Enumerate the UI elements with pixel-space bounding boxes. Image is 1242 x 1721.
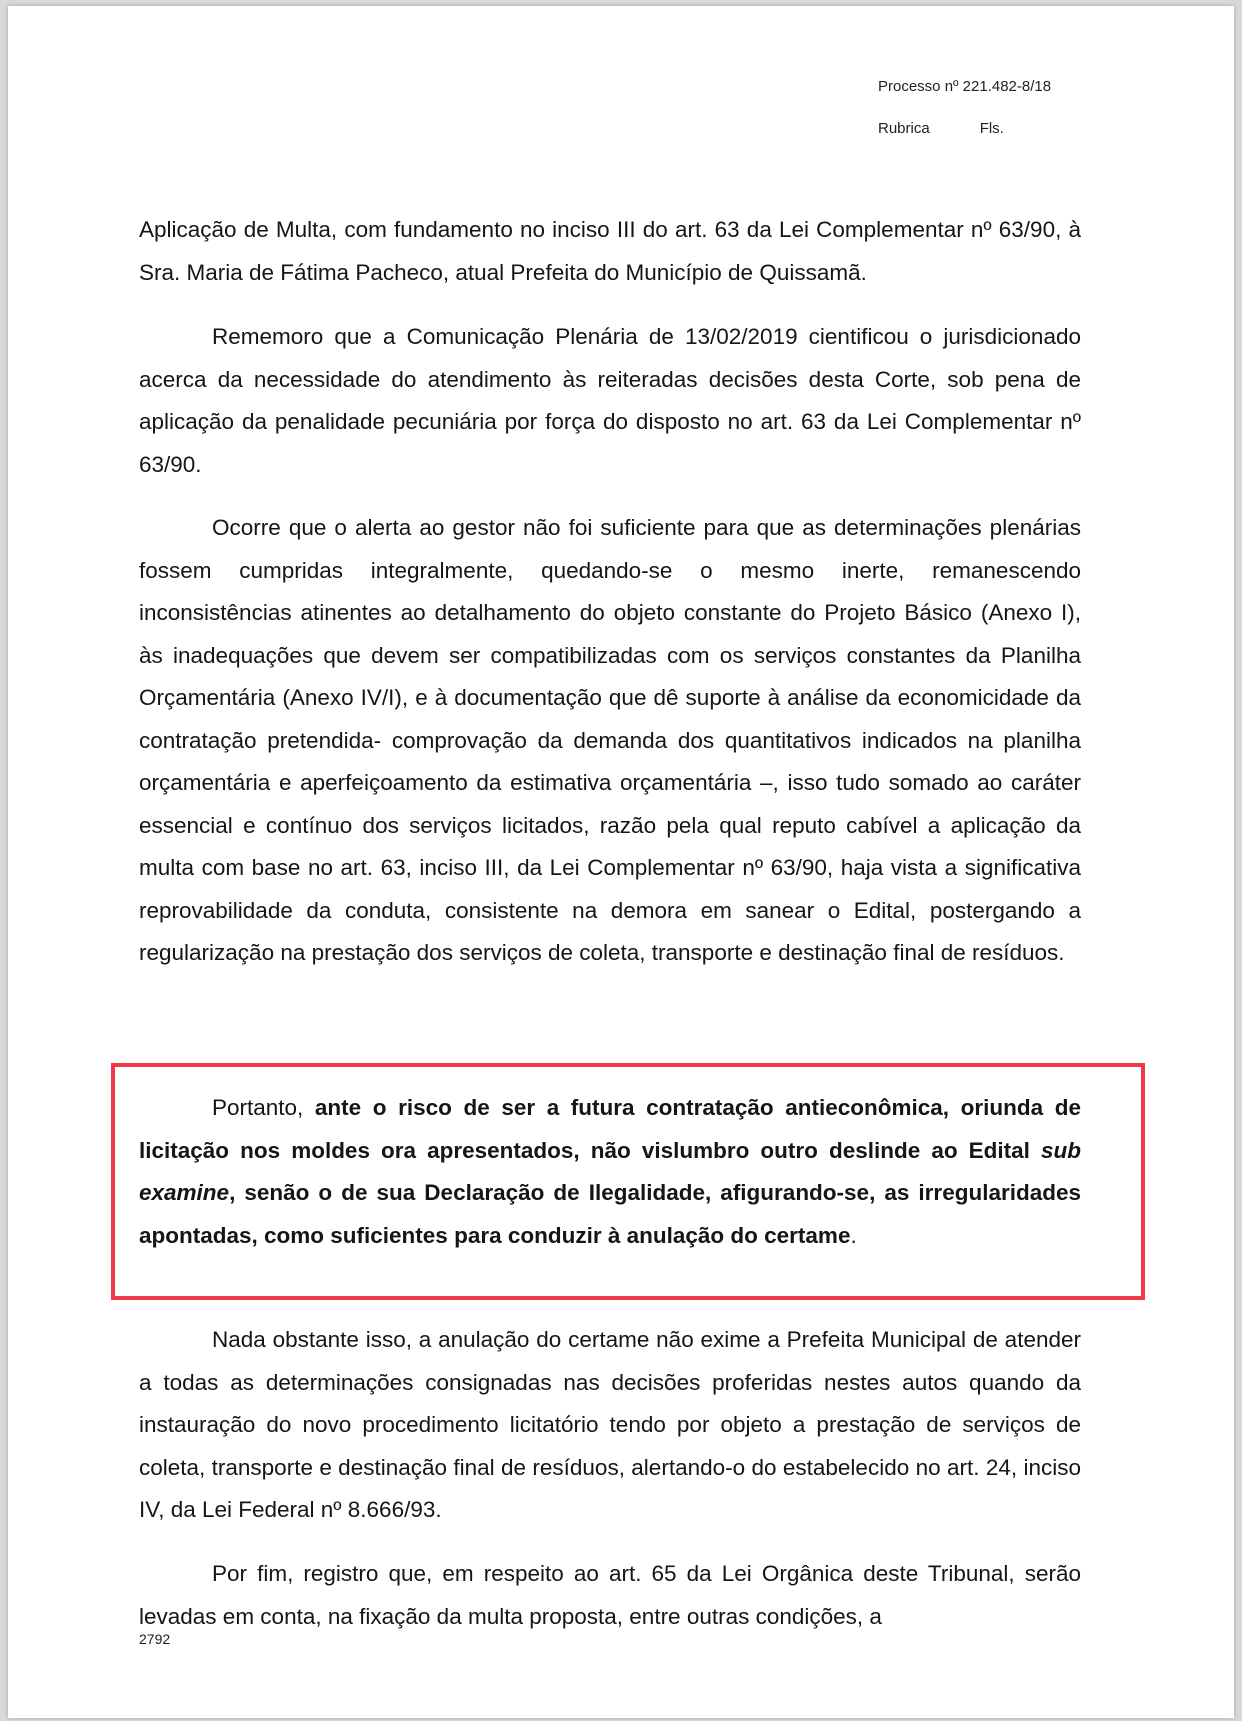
paragraph-3-text: Ocorre que o alerta ao gestor não foi suficiente para que as determinações plenárias fossem cumpridas integralmente, quedando-se o mesmo inerte, remanescendo inconsistências atinentes ao detalhamento do objeto constante do Projeto Básico (Anexo I), às inadequações que devem ser compatibilizadas com os serviços constantes da Planilha Orçamentária (Anexo IV/I), e à documentação que dê suporte à análise da economicidade da contratação pretendida- comprovação da demanda dos quantitativos indicados na planilha orçamentária e aperfeiçoamento da estimativa orçamentária –, isso tudo somado ao caráter essencial e contínuo dos serviços licitados, razão pela qual reputo cabível a aplicação da multa com base no art. 63, inciso III, da Lei Complementar nº 63/90, haja vista a significativa reprovabilidade da conduta, consistente na demora em sanear o Edital, postergando a regularização na prestação dos serviços de coleta, transporte e destinação final de resíduos. [139,515,1081,965]
paragraph-5-text: Nada obstante isso, a anulação do certame não exime a Prefeita Municipal de atender a todas as determinações consignadas nas decisões proferidas nestes autos quando da instauração do novo procedimento licitatório tendo por objeto a prestação de serviços de coleta, transporte e destinação final de resíduos, alertando-o do estabelecido no art. 24, inciso IV, da Lei Federal nº 8.666/93. [139,1327,1081,1522]
page-footer-number: 2792 [139,1631,171,1647]
paragraph-2-text: Rememoro que a Comunicação Plenária de 13/02/2019 cientificou o jurisdicionado acerca da necessidade do atendimento às reiteradas decisões desta Corte, sob pena de aplicação da penalidade pecuniária por força do disposto no art. 63 da Lei Complementar nº 63/90. [139,324,1081,477]
process-number: Processo nº 221.482-8/18 [878,78,1052,95]
paragraph-4-lead: Portanto, [212,1095,315,1120]
paragraph-4-text [139,1087,1081,1257]
rubrica-label: Rubrica [878,120,930,137]
paragraph-1 [139,209,1081,294]
paragraph-4-bold-1: ante o risco de ser a futura contratação antieconômica, oriunda de licitação nos moldes ora apresentados, não vislumbro outro deslinde ao Edital [139,1095,1081,1163]
document-page [8,6,1234,1718]
paragraph-4-bold-2: , senão o de sua Declaração de Ilegalidade, afigurando-se, as irregularidades apontadas, como suficientes para conduzir à anulação do certame [139,1180,1081,1248]
paragraph-4-italic: sub examine [139,1137,1081,1205]
paragraph-4-end: . [850,1222,857,1248]
rubrica-fls-line [878,120,1004,137]
paragraph-2 [139,316,1081,486]
paragraph-6-text: Por fim, registro que, em respeito ao art. 65 da Lei Orgânica deste Tribunal, serão levadas em conta, na fixação da multa proposta, entre outras condições, a [139,1561,1081,1629]
paragraph-6 [139,1553,1081,1638]
paragraph-4-highlighted [139,1087,1081,1257]
paragraph-3 [139,507,1081,975]
fls-label: Fls. [979,120,1004,137]
paragraph-5 [139,1319,1081,1532]
paragraph-1-text: Aplicação de Multa, com fundamento no inciso III do art. 63 da Lei Complementar nº 63/90, à Sra. Maria de Fátima Pacheco, atual Prefeita do Município de Quissamã. [139,217,1081,285]
